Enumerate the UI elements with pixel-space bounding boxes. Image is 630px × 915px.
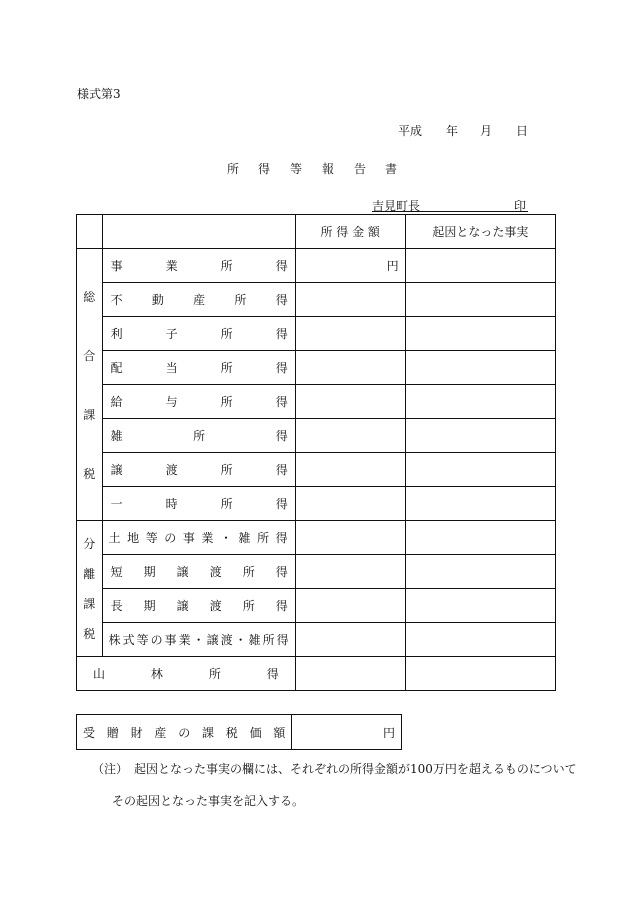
row-label: 土 地 等 の 事 業 ・ 雑 所 得 bbox=[102, 521, 295, 555]
title-char: 等 bbox=[290, 162, 303, 176]
row-label: 雑 所 得 bbox=[102, 419, 295, 453]
title-char: 得 bbox=[258, 162, 271, 176]
amount-column-header: 所 得 金 額 bbox=[295, 215, 405, 249]
reason-field[interactable] bbox=[405, 623, 555, 657]
reason-field[interactable] bbox=[405, 419, 555, 453]
date-month: 月 bbox=[480, 124, 493, 138]
reason-field[interactable] bbox=[405, 351, 555, 385]
date-day: 日 bbox=[516, 124, 529, 138]
row-label: 譲 渡 所 得 bbox=[102, 453, 295, 487]
note-line-1: （注） 起因となった事実の欄には、それぞれの所得金額が100万円を超えるものについて bbox=[92, 762, 577, 776]
amount-field[interactable] bbox=[295, 623, 405, 657]
amount-field[interactable] bbox=[295, 317, 405, 351]
amount-field[interactable] bbox=[295, 555, 405, 589]
amount-field[interactable] bbox=[295, 385, 405, 419]
row-label: 利 子 所 得 bbox=[102, 317, 295, 351]
reason-field[interactable] bbox=[405, 317, 555, 351]
reason-column-header: 起因となった事実 bbox=[405, 215, 555, 249]
row-label: 事 業 所 得 bbox=[102, 249, 295, 283]
row-label: 給 与 所 得 bbox=[102, 385, 295, 419]
table-row bbox=[77, 715, 402, 750]
seal-mark: 印 bbox=[514, 199, 527, 213]
row-label: 株 式 等 の 事 業 ・ 譲 渡 ・ 雑 所 得 bbox=[102, 623, 295, 657]
note-line-2: その起因となった事実を記入する。 bbox=[112, 794, 305, 808]
addressee-underline bbox=[372, 211, 528, 212]
reason-field[interactable] bbox=[405, 521, 555, 555]
table-header-row bbox=[77, 215, 556, 249]
table-row bbox=[77, 657, 556, 691]
gift-amount-field[interactable]: 円 bbox=[292, 715, 402, 750]
reason-field[interactable] bbox=[405, 555, 555, 589]
title-char: 所 bbox=[227, 162, 240, 176]
form-number: 様式第3 bbox=[77, 87, 121, 101]
title-char: 報 bbox=[322, 162, 335, 176]
table-row bbox=[77, 351, 556, 385]
reason-field[interactable] bbox=[405, 657, 555, 691]
reason-field[interactable] bbox=[405, 283, 555, 317]
row-label: 一 時 所 得 bbox=[102, 487, 295, 521]
header-blank bbox=[102, 215, 295, 249]
addressee-name: 吉見町長 bbox=[372, 199, 421, 213]
reason-field[interactable] bbox=[405, 589, 555, 623]
reason-field[interactable] bbox=[405, 385, 555, 419]
amount-field[interactable] bbox=[295, 487, 405, 521]
amount-field[interactable] bbox=[295, 657, 405, 691]
row-label: 短 期 譲 渡 所 得 bbox=[102, 555, 295, 589]
amount-field[interactable] bbox=[295, 453, 405, 487]
reason-field[interactable] bbox=[405, 249, 555, 283]
table-row bbox=[77, 453, 556, 487]
date-year: 年 bbox=[446, 124, 459, 138]
row-label: 配 当 所 得 bbox=[102, 351, 295, 385]
table-row bbox=[77, 555, 556, 589]
amount-field[interactable]: 円 bbox=[295, 249, 405, 283]
reason-field[interactable] bbox=[405, 487, 555, 521]
row-label: 長 期 譲 渡 所 得 bbox=[102, 589, 295, 623]
table-row bbox=[77, 589, 556, 623]
row-label: 不 動 産 所 得 bbox=[102, 283, 295, 317]
date-era: 平成 bbox=[398, 124, 423, 138]
gift-table bbox=[76, 714, 402, 750]
title-char: 告 bbox=[354, 162, 367, 176]
amount-field[interactable] bbox=[295, 283, 405, 317]
amount-field[interactable] bbox=[295, 521, 405, 555]
gift-label: 受 贈 財 産 の 課 税 価 額 bbox=[77, 715, 292, 750]
section-label-comprehensive: 総 合 課 税 bbox=[77, 249, 103, 521]
amount-field[interactable] bbox=[295, 351, 405, 385]
amount-field[interactable] bbox=[295, 589, 405, 623]
title-char: 書 bbox=[385, 162, 398, 176]
reason-field[interactable] bbox=[405, 453, 555, 487]
table-row bbox=[77, 249, 556, 283]
table-row bbox=[77, 385, 556, 419]
table-row bbox=[77, 317, 556, 351]
section-label-separate: 分 離 課 税 bbox=[77, 521, 103, 657]
table-row bbox=[77, 623, 556, 657]
row-label-forest: 山 林 所 得 bbox=[77, 657, 296, 691]
income-table bbox=[76, 214, 556, 691]
table-row bbox=[77, 283, 556, 317]
amount-field[interactable] bbox=[295, 419, 405, 453]
table-row bbox=[77, 419, 556, 453]
header-corner bbox=[77, 215, 103, 249]
table-row bbox=[77, 521, 556, 555]
table-row bbox=[77, 487, 556, 521]
